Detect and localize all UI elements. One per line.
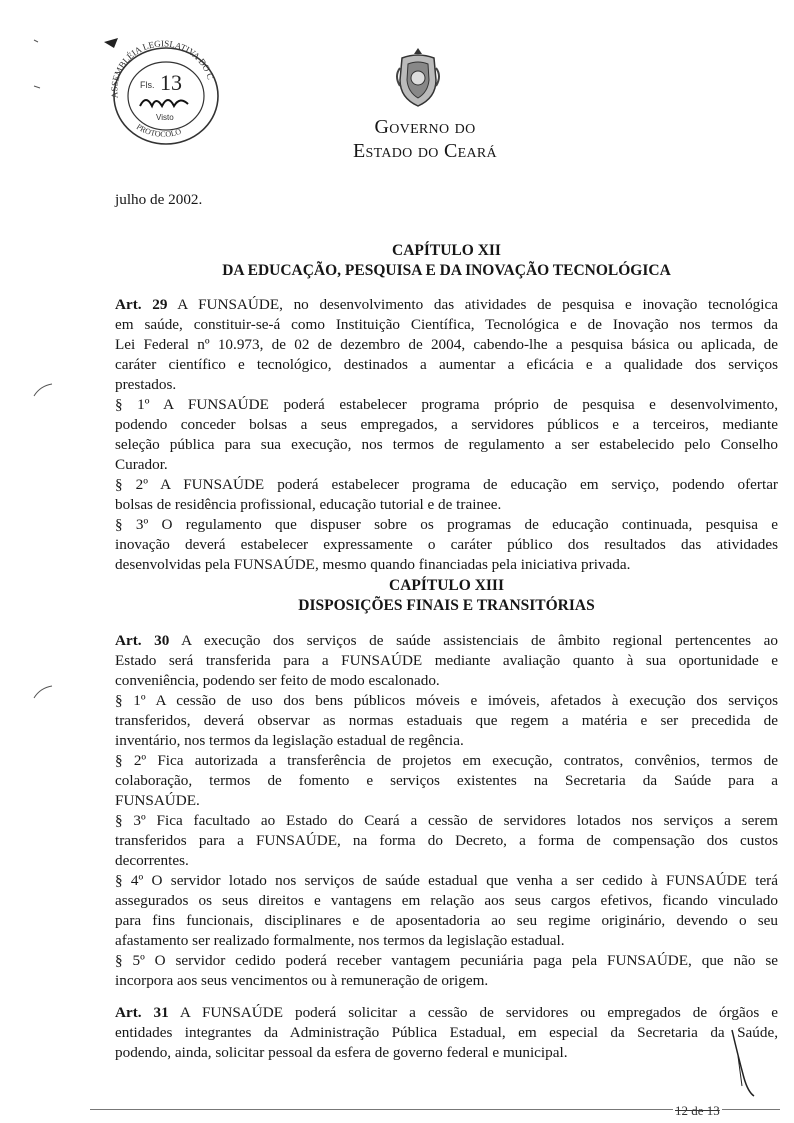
art-30-p1-line: transferidos, deverá observar as normas estaduais que regem a matéria e ser precedida de (115, 712, 778, 729)
art-30-p1-line: inventário, nos termos da legislação estadual de regência. (115, 732, 464, 749)
art-30-p3-line: decorrentes. (115, 852, 189, 869)
art-29-line: Lei Federal nº 10.973, de 02 de dezembro de 2004, cabendo-lhe a pesquisa básica ou aplicada, de (115, 336, 778, 353)
page-number: 12 de 13 (675, 1103, 720, 1118)
chapter-13-title: CAPÍTULO XIII (389, 577, 504, 594)
coat-of-arms-logo (394, 46, 442, 108)
art-30-p4-line: assegurados os seus direitos e vantagens em relação aos seus cargos efetivos, ficando vinculado (115, 892, 778, 909)
art-30-p3-line: transferidos para a FUNSAÚDE, na forma do Decreto, a forma de compensação dos custos (115, 832, 778, 849)
art-30-line: Art. 30 A execução dos serviços de saúde assistenciais de âmbito regional pertencentes ao (115, 632, 778, 649)
art-29-p1-line: Curador. (115, 456, 168, 473)
art-30-p5-line: incorpora aos seus vencimentos ou à remuneração de origem. (115, 972, 489, 989)
stamp-seal-icon (96, 36, 236, 146)
art-29-p1-line: § 1º A FUNSAÚDE poderá estabelecer programa próprio de pesquisa e desenvolvimento, (115, 396, 778, 413)
stamp-fls-number: 13 (160, 70, 182, 95)
art-30-p4-line: afastamento ser realizado formalmente, nos termos da legislação estadual. (115, 932, 565, 949)
header-state: Estado do Ceará (353, 140, 497, 162)
art-29-line: prestados. (115, 376, 177, 393)
protocol-stamp (96, 36, 236, 146)
art-30-p5-line: § 5º O servidor cedido poderá receber vantagem pecuniária paga pela FUNSAÚDE, que não se (115, 952, 778, 969)
art-30-p4-line: para fins funcionais, disciplinares e de aposentadoria ao seu regime originário, devendo o seu (115, 912, 778, 929)
ceara-crest-icon (394, 46, 442, 108)
stamp-fls-label: Fls. (140, 80, 155, 90)
art-29-p2-line: bolsas de residência profissional, educação tutorial e de trainee. (115, 496, 502, 513)
art-29-p2-line: § 2º A FUNSAÚDE poderá estabelecer programa de educação em serviço, podendo ofertar (115, 476, 778, 493)
art-30-p3-line: § 3º Fica facultado ao Estado do Ceará a cessão de servidores lotados nos serviços a serem (115, 812, 778, 829)
art-30-line: conveniência, podendo ser feito de modo escalonado. (115, 672, 440, 689)
art-29-p1-line: seleção pública para sua execução, nos termos de regulamento a ser estabelecido pelo Conselho (115, 436, 778, 453)
chapter-12-title: CAPÍTULO XII (392, 242, 501, 259)
date-text: julho de 2002. (115, 191, 203, 208)
art-30-p2-line: § 2º Fica autorizada a transferência de projetos em execução, contratos, convênios, termos de (115, 752, 778, 769)
art-29-line: caráter científico e tecnológico, destinados a aumentar a eficácia e a qualidade dos serviços (115, 356, 778, 373)
art-29-p3-line: inovação deverá estabelecer expressamente o caráter público dos resultados das atividades (115, 536, 778, 553)
art-30-label: Art. 30 (115, 632, 170, 649)
signature-stroke (728, 1026, 758, 1098)
art-29-p1-line: podendo conceder bolsas a seus empregados, a servidores públicos e a terceiros, mediante (115, 416, 778, 433)
stamp-visto-label: Visto (156, 113, 174, 122)
art-31-line: Art. 31 A FUNSAÚDE poderá solicitar a cessão de servidores ou empregados de órgãos e (115, 1004, 778, 1021)
svg-text:PROTOCOLO (135, 122, 183, 139)
art-31-label: Art. 31 (115, 1004, 169, 1021)
art-29-p3-line: § 3º O regulamento que dispuser sobre os programas de educação continuada, pesquisa e (115, 516, 778, 533)
art-30-line: Estado será transferida para a FUNSAÚDE mediante avaliação quanto à sua oportunidade e (115, 652, 778, 669)
margin-mark (32, 682, 54, 704)
stamp-ring-bottom: PROTOCOLO (134, 122, 183, 139)
chapter-13-subtitle: DISPOSIÇÕES FINAIS E TRANSITÓRIAS (298, 597, 595, 614)
art-29-p3-line: desenvolvidas pela FUNSAÚDE, mesmo quando financiadas pela iniciativa privada. (115, 556, 631, 573)
art-30-p2-line: FUNSAÚDE. (115, 792, 200, 809)
margin-mark (32, 380, 54, 402)
art-30-p4-line: § 4º O servidor lotado nos serviços de saúde estadual que venha a ser cedido à FUNSAÚDE terá (115, 872, 778, 889)
art-30-p1-line: § 1º A cessão de uso dos bens públicos móveis e imóveis, afetados à execução dos serviços (115, 692, 778, 709)
header-government: Governo do (374, 116, 476, 138)
art-31-line: entidades integrantes da Administração Pública Estadual, em especial da Secretaria da Saúde, (115, 1024, 778, 1041)
margin-mark (32, 36, 42, 96)
stamp-ring-top: ASSEMBLÉIA LEGISLATIVA DO C (109, 38, 216, 99)
art-30-p2-line: colaboração, termos de fomento e serviços existentes na Secretaria da Saúde para a (115, 772, 778, 789)
art-29-label: Art. 29 (115, 296, 168, 313)
chapter-12-subtitle: DA EDUCAÇÃO, PESQUISA E DA INOVAÇÃO TECNOLÓGICA (222, 262, 671, 279)
art-31-line: podendo, ainda, solicitar pessoal da esfera de governo federal e municipal. (115, 1044, 568, 1061)
art-29-line: Art. 29 A FUNSAÚDE, no desenvolvimento das atividades de pesquisa e inovação tecnológica (115, 296, 778, 313)
art-29-line: em saúde, constituir-se-á como Instituição Científica, Tecnológica e de Inovação nos termos da (115, 316, 778, 333)
